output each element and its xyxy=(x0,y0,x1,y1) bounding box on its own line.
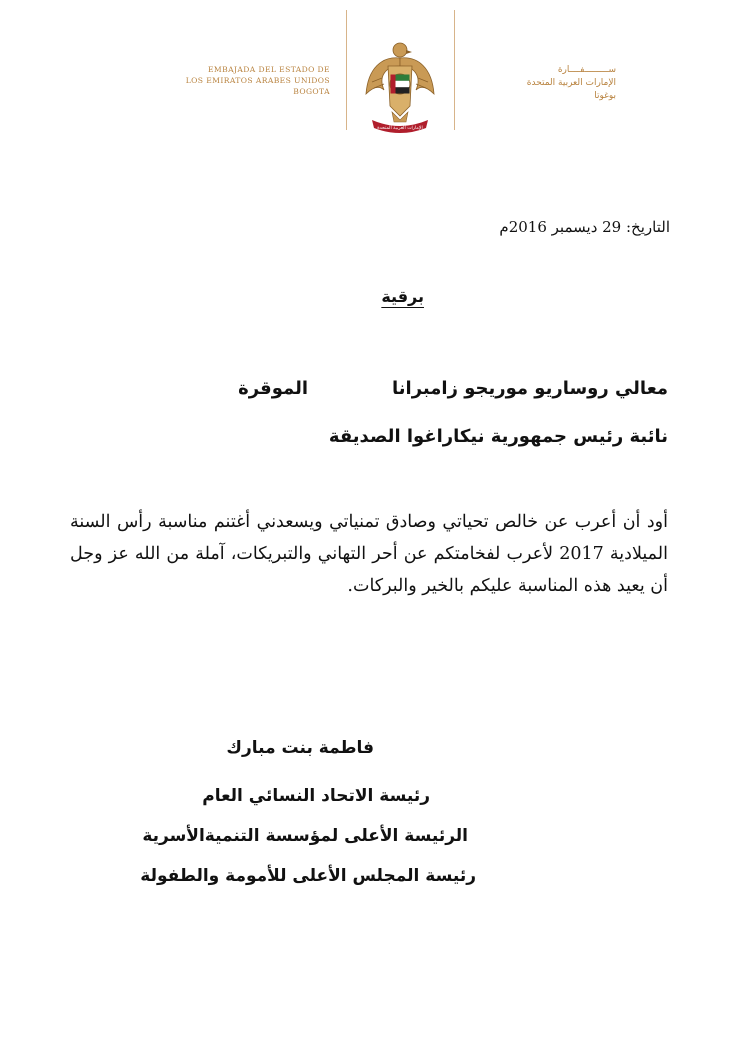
signatory-title-1: رئيسة الاتحاد النسائي العام xyxy=(202,786,430,806)
letterhead-arabic xyxy=(466,64,616,103)
recipient-title: نائبة رئيس جمهورية نيكاراغوا الصديقة xyxy=(328,426,668,447)
letter-subject: برقية xyxy=(381,287,424,306)
letterhead-spanish-line: EMBAJADA DEL ESTADO DE xyxy=(207,65,330,74)
letterhead-spanish xyxy=(168,64,330,97)
letterhead-spanish-line: LOS EMIRATOS ARABES UNIDOS xyxy=(185,76,330,85)
signatory-title-3: رئيسة المجلس الأعلى للأمومة والطفولة xyxy=(140,866,476,886)
signatory-title-2: الرئيسة الأعلى لمؤسسة التنميةالأسرية xyxy=(142,826,468,846)
uae-emblem-icon xyxy=(360,36,440,136)
letter-date: التاريخ: 29 ديسمبر 2016م xyxy=(499,218,670,236)
letterhead-spanish-line: BOGOTA xyxy=(293,87,330,96)
letterhead-arabic-line: ســـــــــفــــارة xyxy=(557,65,616,75)
emblem-banner-text: الإمارات العربية المتحدة xyxy=(377,126,423,131)
letterhead-arabic-line: بوغوتا xyxy=(594,91,616,101)
letterhead-arabic-line: الإمارات العربية المتحدة xyxy=(526,78,616,88)
letterhead-divider-left xyxy=(346,10,347,130)
recipient-name: معالي روساريو موريجو زامبرانا xyxy=(392,378,668,399)
recipient-honorific: الموقرة xyxy=(238,378,308,399)
letterhead-divider-right xyxy=(454,10,455,130)
letterhead xyxy=(0,0,744,150)
letter-body: أود أن أعرب عن خالص تحياتي وصادق تمنياتي ويسعدني أغتنم مناسبة رأس السنة الميلادية 2017 لأعرب لفخامتكم عن أحر التهاني والتبريكات، آملة من الله عز وجل أن يعيد هذه المناسبة عليكم بالخير والبركات. xyxy=(70,512,668,596)
signatory-name: فاطمة بنت مبارك xyxy=(226,738,374,758)
